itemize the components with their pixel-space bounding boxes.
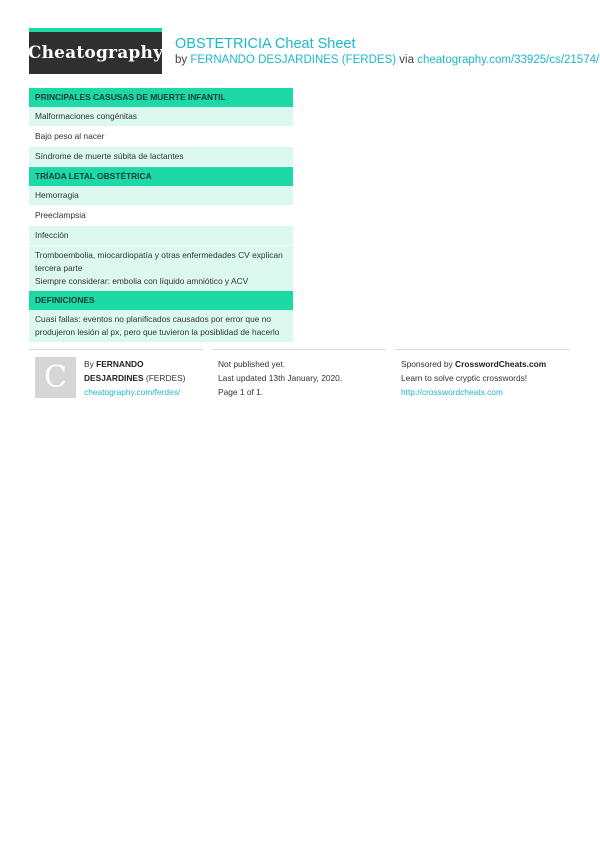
footer-meta (218, 357, 388, 399)
section-definiciones (29, 291, 293, 343)
cheatography-logo[interactable] (29, 28, 162, 74)
footer-sponsor (401, 357, 571, 399)
sheet-url-link[interactable]: cheatography.com/33925/cs/21574/ (417, 54, 600, 66)
avatar (35, 357, 76, 398)
page-title: OBSTETRICIA Cheat Sheet (175, 36, 356, 52)
page-count: Page 1 of 1. (218, 387, 264, 397)
section-principales-causas (29, 88, 293, 167)
list-item: Hemorragia (29, 186, 293, 206)
footer-divider (29, 349, 203, 350)
footer-divider (212, 349, 386, 350)
footer-by: By (84, 359, 97, 369)
list-item: Preeclampsia (29, 206, 293, 226)
sponsor-url[interactable]: http://crosswordcheats.com (401, 387, 503, 397)
sponsor-prefix: Sponsored by (401, 359, 456, 369)
last-updated: Last updated 13th January, 2020. (218, 373, 343, 383)
list-item (29, 246, 293, 294)
list-item: Infección (29, 226, 293, 246)
section-heading: TRÍADA LETAL OBSTÉTRICA (29, 167, 293, 186)
footer-author-name: FERNANDO DESJARDINES (84, 359, 144, 383)
section-triada-letal (29, 167, 293, 294)
sponsor-tagline: Learn to solve cryptic crosswords! (401, 373, 528, 383)
via-text: via (396, 54, 418, 66)
avatar-letter: C (44, 360, 67, 395)
sponsor-name: CrosswordCheats.com (455, 359, 547, 369)
footer-author (84, 357, 202, 399)
by-prefix: by (175, 54, 191, 66)
section-heading: DEFINICIONES (29, 291, 293, 310)
list-item: Cuasi fallas: eventos no planificados causados por error que no produjeron lesión al px, pero que tuvieron la posiblidad de hacerlo (29, 310, 293, 343)
list-item-line: Siempre considerar: embolia con líquido amniótico y ACV (35, 276, 249, 286)
byline (175, 54, 599, 66)
published-status: Not published yet. (218, 359, 286, 369)
footer-author-handle: (FERDES) (143, 373, 186, 383)
footer-divider (395, 349, 570, 350)
list-item: Síndrome de muerte súbita de lactantes (29, 147, 293, 167)
section-heading: PRINCIPALES CASUSAS DE MUERTE INFANTIL (29, 88, 293, 107)
author-link[interactable]: FERNANDO DESJARDINES (FERDES) (190, 54, 397, 66)
list-item: Malformaciones congénitas (29, 107, 293, 127)
list-item: Bajo peso al nacer (29, 127, 293, 147)
logo-text: Cheatography (27, 43, 164, 63)
footer-author-url[interactable]: cheatography.com/ferdes/ (84, 387, 181, 397)
list-item-line: Tromboembolia, miocardiopatía y otras enfermedades CV explican tercera parte (35, 250, 283, 273)
